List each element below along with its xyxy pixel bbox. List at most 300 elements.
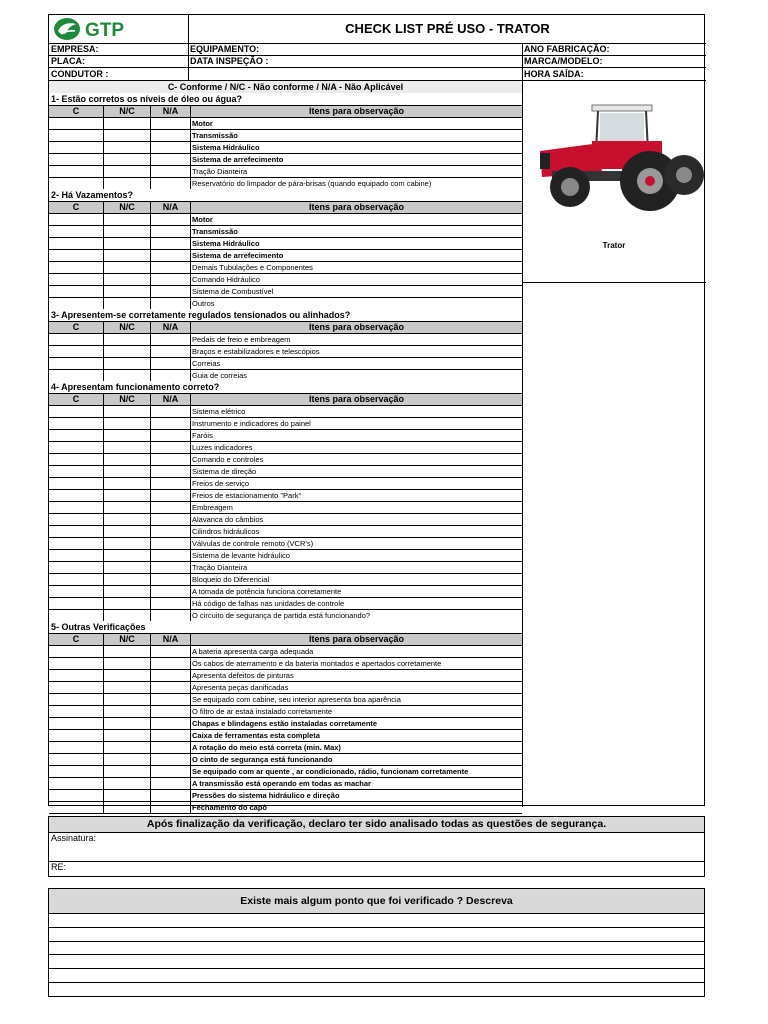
checkbox-cell-na[interactable] [151,118,191,129]
checkbox-cell-na[interactable] [151,214,191,225]
column-header-nc: N/C [104,106,151,117]
column-header-row [49,393,522,405]
placa-label: PLACA: [51,56,85,66]
checkbox-cell-nc[interactable] [104,442,151,453]
checkbox-cell-c[interactable] [49,778,104,789]
checklist-row [49,453,522,465]
column-header-items: Itens para observação [308,322,405,332]
checklist-item-label: Sistema de arrefecimento [192,155,284,164]
checkbox-cell-nc[interactable] [104,610,151,621]
checkbox-cell-nc[interactable] [104,142,151,153]
checkbox-cell-c[interactable] [49,754,104,765]
column-header-nc: N/C [104,322,151,333]
checkbox-cell-na[interactable] [151,538,191,549]
checkbox-cell-na[interactable] [151,730,191,741]
checklist-row [49,741,522,753]
checkbox-cell-nc[interactable] [104,298,151,309]
checklist-row [49,369,522,381]
column-header-na: N/A [151,322,191,333]
checkbox-cell-nc[interactable] [104,682,151,693]
checkbox-cell-nc[interactable] [104,706,151,717]
checkbox-cell-c[interactable] [49,346,104,357]
checklist-row [49,357,522,369]
checkbox-cell-nc[interactable] [104,646,151,657]
checkbox-cell-na[interactable] [151,442,191,453]
column-header-nc: N/C [104,634,151,645]
checklist-item-label: Sistema de Combustível [192,287,274,296]
checkbox-cell-na[interactable] [151,598,191,609]
checkbox-cell-na[interactable] [151,346,191,357]
checkbox-cell-nc[interactable] [104,406,151,417]
checkbox-cell-na[interactable] [151,514,191,525]
checkbox-cell-na[interactable] [151,142,191,153]
checkbox-cell-na[interactable] [151,658,191,669]
checklist-item-label: Apresenta defeitos de pinturas [192,671,294,680]
checkbox-cell-nc[interactable] [104,226,151,237]
checkbox-cell-c[interactable] [49,298,104,309]
column-header-nc: N/C [104,394,151,405]
checklist-row [49,501,522,513]
checklist-row [49,609,522,621]
equipamento-label: EQUIPAMENTO: [190,44,260,54]
checkbox-cell-nc[interactable] [104,514,151,525]
empresa-label: EMPRESA: [51,44,99,54]
checkbox-cell-nc[interactable] [104,214,151,225]
checklist-item-label: Outros [192,299,215,308]
checklist-item-label: Braços e estabilizadores e telescópios [192,347,320,356]
column-header-c: C [49,202,104,213]
checkbox-cell-c[interactable] [49,574,104,585]
page-title: CHECK LIST PRÉ USO - TRATOR [345,21,550,36]
checkbox-cell-c[interactable] [49,670,104,681]
checklist-item-label: Caixa de ferramentas esta completa [192,731,320,740]
checklist-row [49,261,522,273]
checklist-row [49,549,522,561]
checkbox-cell-nc[interactable] [104,562,151,573]
checklist-row [49,237,522,249]
checklist-row [49,477,522,489]
checkbox-cell-na[interactable] [151,334,191,345]
column-header-na: N/A [151,106,191,117]
checkbox-cell-nc[interactable] [104,550,151,561]
checklist-row [49,717,522,729]
checkbox-cell-nc[interactable] [104,370,151,381]
checkbox-cell-nc[interactable] [104,250,151,261]
checklist-item-label: Os cabos de aterramento e da bateria montados e apertados corretamente [192,659,442,668]
checkbox-cell-nc[interactable] [104,238,151,249]
checkbox-cell-c[interactable] [49,154,104,165]
legend-bar: C- Conforme / N/C - Não conforme / N/A - Não Aplicável [49,81,522,93]
checklist-item-label: O cinto de segurança está funcionando [192,755,333,764]
checklist-item-label: Sistema Hidráulico [192,239,260,248]
checklist-item-label: A transmissão está operando em todas as machar [192,779,371,788]
checklist-row [49,669,522,681]
checklist-item-label: Pedais de freio e embreagem [192,335,291,344]
checkbox-cell-na[interactable] [151,370,191,381]
checkbox-cell-nc[interactable] [104,466,151,477]
checkbox-cell-na[interactable] [151,178,191,189]
checkbox-cell-nc[interactable] [104,346,151,357]
checkbox-cell-nc[interactable] [104,118,151,129]
checkbox-cell-c[interactable] [49,694,104,705]
checklist-item-label: Luzes indicadores [192,443,253,452]
tractor-panel [522,81,706,282]
checklist-item-label: Freios de estacionamento "Park" [192,491,302,500]
checkbox-cell-c[interactable] [49,370,104,381]
checklist-item-label: O filtro de ar estaá instalado corretamente [192,707,333,716]
checkbox-cell-nc[interactable] [104,742,151,753]
checklist-row [49,585,522,597]
checklist-item-label: Transmissão [192,227,238,236]
checkbox-cell-c[interactable] [49,250,104,261]
data-inspecao-label: DATA INSPEÇÃO : [190,56,269,66]
checkbox-cell-na[interactable] [151,454,191,465]
checkbox-cell-nc[interactable] [104,670,151,681]
checklist-row [49,681,522,693]
checkbox-cell-nc[interactable] [104,574,151,585]
checkbox-cell-c[interactable] [49,538,104,549]
checklist-row [49,405,522,417]
checklist-item-label: Embreagem [192,503,233,512]
checkbox-cell-nc[interactable] [104,754,151,765]
checkbox-cell-c[interactable] [49,454,104,465]
column-header-nc: N/C [104,202,151,213]
column-header-c: C [49,634,104,645]
checkbox-cell-nc[interactable] [104,166,151,177]
checklist-item-label: O circuito de segurança de partida está funcionando? [192,611,371,620]
checkbox-cell-nc[interactable] [104,178,151,189]
assinatura-label: Assinatura: [51,833,97,843]
checkbox-cell-na[interactable] [151,430,191,441]
checkbox-cell-c[interactable] [49,730,104,741]
checkbox-cell-nc[interactable] [104,130,151,141]
checkbox-cell-c[interactable] [49,802,104,813]
checkbox-cell-c[interactable] [49,490,104,501]
section-title: 4- Apresentam funcionamento correto? [51,382,220,392]
checkbox-cell-c[interactable] [49,598,104,609]
checklist-row [49,801,522,813]
checkbox-cell-na[interactable] [151,502,191,513]
checkbox-cell-na[interactable] [151,586,191,597]
checkbox-cell-nc[interactable] [104,430,151,441]
tractor-icon [522,81,706,231]
checkbox-cell-na[interactable] [151,802,191,813]
checkbox-cell-nc[interactable] [104,262,151,273]
checkbox-cell-na[interactable] [151,550,191,561]
checkbox-cell-na[interactable] [151,226,191,237]
checklist-row [49,153,522,165]
checkbox-cell-c[interactable] [49,742,104,753]
checklist-item-label: Sistema de arrefecimento [192,251,284,260]
checkbox-cell-c[interactable] [49,562,104,573]
checklist-row [49,789,522,801]
checkbox-cell-nc[interactable] [104,718,151,729]
column-header-na: N/A [151,394,191,405]
hora-saida-label: HORA SAÍDA: [524,69,584,79]
checklist-item-label: Sistema de direção [192,467,257,476]
checkbox-cell-na[interactable] [151,478,191,489]
checkbox-cell-c[interactable] [49,274,104,285]
checkbox-cell-c[interactable] [49,682,104,693]
checkbox-cell-na[interactable] [151,526,191,537]
section-title: 5- Outras Verificações [51,622,146,632]
section-title: 2- Há Vazamentos? [51,190,134,200]
checkbox-cell-na[interactable] [151,358,191,369]
checklist-row [49,249,522,261]
section-title: 1- Estão corretos os níveis de óleo ou água? [51,94,243,104]
checkbox-cell-c[interactable] [49,550,104,561]
column-header-items: Itens para observação [308,202,405,212]
checklist-item-label: Motor [192,119,213,128]
checkbox-cell-na[interactable] [151,286,191,297]
checkbox-cell-c[interactable] [49,130,104,141]
checklist-item-label: Sistema de levante hidráulico [192,551,290,560]
tractor-caption: Trator [602,241,626,250]
checklist-row [49,729,522,741]
logo-text: GTP [85,20,125,41]
checklist-row [49,597,522,609]
checklist-item-label: Pressões do sistema hidráulico e direção [192,791,340,800]
checkbox-cell-nc[interactable] [104,586,151,597]
checklist-row [49,225,522,237]
additional-notes-title: Existe mais algum ponto que foi verificado ? Descreva [49,889,704,914]
re-label: RE: [51,862,67,872]
checkbox-cell-c[interactable] [49,658,104,669]
checkbox-cell-na[interactable] [151,682,191,693]
checkbox-cell-na[interactable] [151,754,191,765]
checklist-item-label: Se equipado com ar quente , ar condicionado, rádio, funcionam corretamente [192,767,469,776]
checkbox-cell-nc[interactable] [104,790,151,801]
checkbox-cell-c[interactable] [49,526,104,537]
checklist-item-label: Há código de falhas nas unidades de controle [192,599,345,608]
checklist-sheet [48,14,705,812]
checkbox-cell-na[interactable] [151,778,191,789]
checkbox-cell-c[interactable] [49,646,104,657]
checklist-row [49,177,522,189]
checkbox-cell-na[interactable] [151,718,191,729]
checkbox-cell-nc[interactable] [104,730,151,741]
checklist-row [49,129,522,141]
checkbox-cell-c[interactable] [49,178,104,189]
checkbox-cell-nc[interactable] [104,478,151,489]
column-header-na: N/A [151,634,191,645]
checkbox-cell-nc[interactable] [104,358,151,369]
checkbox-cell-nc[interactable] [104,658,151,669]
checkbox-cell-nc[interactable] [104,490,151,501]
checklist-item-label: Motor [192,215,213,224]
checkbox-cell-na[interactable] [151,766,191,777]
checklist-row [49,117,522,129]
column-header-c: C [49,322,104,333]
checklist-item-label: Faróis [192,431,213,440]
checklist-item-label: A rotação do meio está correta (min. Max) [192,743,341,752]
gtp-logo [49,15,189,43]
checkbox-cell-nc[interactable] [104,538,151,549]
checklist-row [49,777,522,789]
checklist-row [49,573,522,585]
checkbox-cell-na[interactable] [151,262,191,273]
checklist-item-label: Bloqueio do Diferencial [192,575,270,584]
ano-fabricacao-label: ANO FABRICAÇÃO: [524,44,610,54]
checkbox-cell-nc[interactable] [104,334,151,345]
checklist-row [49,465,522,477]
checkbox-cell-na[interactable] [151,298,191,309]
checkbox-cell-na[interactable] [151,670,191,681]
checkbox-cell-nc[interactable] [104,154,151,165]
checkbox-cell-c[interactable] [49,358,104,369]
checkbox-cell-nc[interactable] [104,526,151,537]
checkbox-cell-c[interactable] [49,466,104,477]
checklist-row [49,693,522,705]
checkbox-cell-na[interactable] [151,790,191,801]
checklist-item-label: Sistema elétrico [192,407,246,416]
checkbox-cell-na[interactable] [151,406,191,417]
signature-section [48,816,705,877]
checklist-item-label: Válvulas de controle remoto (VCR's) [192,539,314,548]
checklist-row [49,345,522,357]
checklist-item-label: Alavanca do câmbios [192,515,264,524]
checklist-item-label: Guia de correias [192,371,248,380]
checklist-row [49,561,522,573]
checklist-row [49,489,522,501]
checkbox-cell-na[interactable] [151,418,191,429]
checkbox-cell-c[interactable] [49,610,104,621]
checkbox-cell-na[interactable] [151,694,191,705]
checkbox-cell-c[interactable] [49,142,104,153]
checkbox-cell-na[interactable] [151,154,191,165]
column-header-row [49,633,522,645]
checkbox-cell-c[interactable] [49,478,104,489]
checkbox-cell-nc[interactable] [104,454,151,465]
checklist-item-label: Instrumento e indicadores do painel [192,419,311,428]
checkbox-cell-nc[interactable] [104,766,151,777]
additional-notes-section [48,888,705,997]
checkbox-cell-nc[interactable] [104,694,151,705]
checklist-item-label: Transmissão [192,131,238,140]
condutor-label: CONDUTOR : [51,69,109,79]
checkbox-cell-na[interactable] [151,562,191,573]
checklist-row [49,429,522,441]
checklist-item-label: Correias [192,359,221,368]
checklist-row [49,513,522,525]
checklist-item-label: A tomada de potência funciona corretamente [192,587,342,596]
checklist-item-label: Sistema Hidráulico [192,143,260,152]
checkbox-cell-nc[interactable] [104,598,151,609]
checklist-item-label: Fechamento do capô [192,803,268,812]
column-header-items: Itens para observação [308,106,405,116]
checklist-row [49,753,522,765]
checkbox-cell-c[interactable] [49,286,104,297]
checkbox-cell-c[interactable] [49,334,104,345]
column-header-items: Itens para observação [308,394,405,404]
column-header-items: Itens para observação [308,634,405,644]
checkbox-cell-c[interactable] [49,706,104,717]
column-header-na: N/A [151,202,191,213]
checkbox-cell-c[interactable] [49,586,104,597]
checklist-row [49,657,522,669]
checkbox-cell-c[interactable] [49,442,104,453]
checklist-row [49,333,522,345]
checkbox-cell-nc[interactable] [104,778,151,789]
checkbox-cell-na[interactable] [151,742,191,753]
column-header-row [49,201,522,213]
marca-modelo-label: MARCA/MODELO: [524,56,603,66]
checkbox-cell-na[interactable] [151,490,191,501]
checklist-item-label: Demais Tubulações e Componentes [192,263,313,272]
checkbox-cell-nc[interactable] [104,502,151,513]
checklist-row [49,765,522,777]
checkbox-cell-c[interactable] [49,262,104,273]
checkbox-cell-c[interactable] [49,118,104,129]
checklist-item-label: Tração Dianteira [192,167,248,176]
checkbox-cell-na[interactable] [151,274,191,285]
signature-title: Após finalização da verificação, declaro ter sido analisado todas as questões de segurança. [49,817,704,833]
checklist-item-label: Tração Dianteira [192,563,248,572]
checklist-row [49,297,522,309]
checklist-item-label: Chapas e blindagens estão instaladas corretamente [192,719,378,728]
checklist-item-label: Comando e controles [192,455,264,464]
checkbox-cell-nc[interactable] [104,802,151,813]
checklist-row [49,537,522,549]
checkbox-cell-nc[interactable] [104,286,151,297]
checklist-item-label: Freios de serviço [192,479,250,488]
checklist-row [49,417,522,429]
checklist-row [49,705,522,717]
checkbox-cell-c[interactable] [49,514,104,525]
checkbox-cell-c[interactable] [49,214,104,225]
column-header-c: C [49,394,104,405]
checkbox-cell-na[interactable] [151,646,191,657]
checklist-row [49,441,522,453]
checklist-item-label: A bateria apresenta carga adequada [192,647,314,656]
checkbox-cell-na[interactable] [151,130,191,141]
checkbox-cell-na[interactable] [151,574,191,585]
checklist-item-label: Reservatório do limpador de pára-brisas (quando equipado com cabine) [192,179,432,188]
checklist-row [49,273,522,285]
checklist-row [49,525,522,537]
checkbox-cell-nc[interactable] [104,274,151,285]
column-header-row [49,321,522,333]
checkbox-cell-na[interactable] [151,610,191,621]
checklist-item-label: Se equipado com cabine, seu interior apresenta boa aparência [192,695,401,704]
checklist-item-label: Cilindros hidráulicos [192,527,260,536]
checkbox-cell-c[interactable] [49,766,104,777]
checkbox-cell-na[interactable] [151,706,191,717]
checkbox-cell-c[interactable] [49,238,104,249]
checkbox-cell-c[interactable] [49,406,104,417]
checkbox-cell-c[interactable] [49,502,104,513]
checklist-row [49,213,522,225]
checkbox-cell-nc[interactable] [104,418,151,429]
checkbox-cell-c[interactable] [49,790,104,801]
column-header-row [49,105,522,117]
checklist-row [49,165,522,177]
checklist-row [49,285,522,297]
checkbox-cell-c[interactable] [49,166,104,177]
checklist-item-label: Apresenta peças danificadas [192,683,289,692]
checkbox-cell-c[interactable] [49,718,104,729]
section-title: 3- Apresentem-se corretamente regulados tensionados ou alinhados? [51,310,351,320]
checkbox-cell-na[interactable] [151,238,191,249]
checkbox-cell-na[interactable] [151,166,191,177]
gtp-logo-icon [49,15,189,43]
checkbox-cell-c[interactable] [49,226,104,237]
checklist-row [49,645,522,657]
checkbox-cell-na[interactable] [151,250,191,261]
checkbox-cell-c[interactable] [49,430,104,441]
checkbox-cell-c[interactable] [49,418,104,429]
checkbox-cell-na[interactable] [151,466,191,477]
